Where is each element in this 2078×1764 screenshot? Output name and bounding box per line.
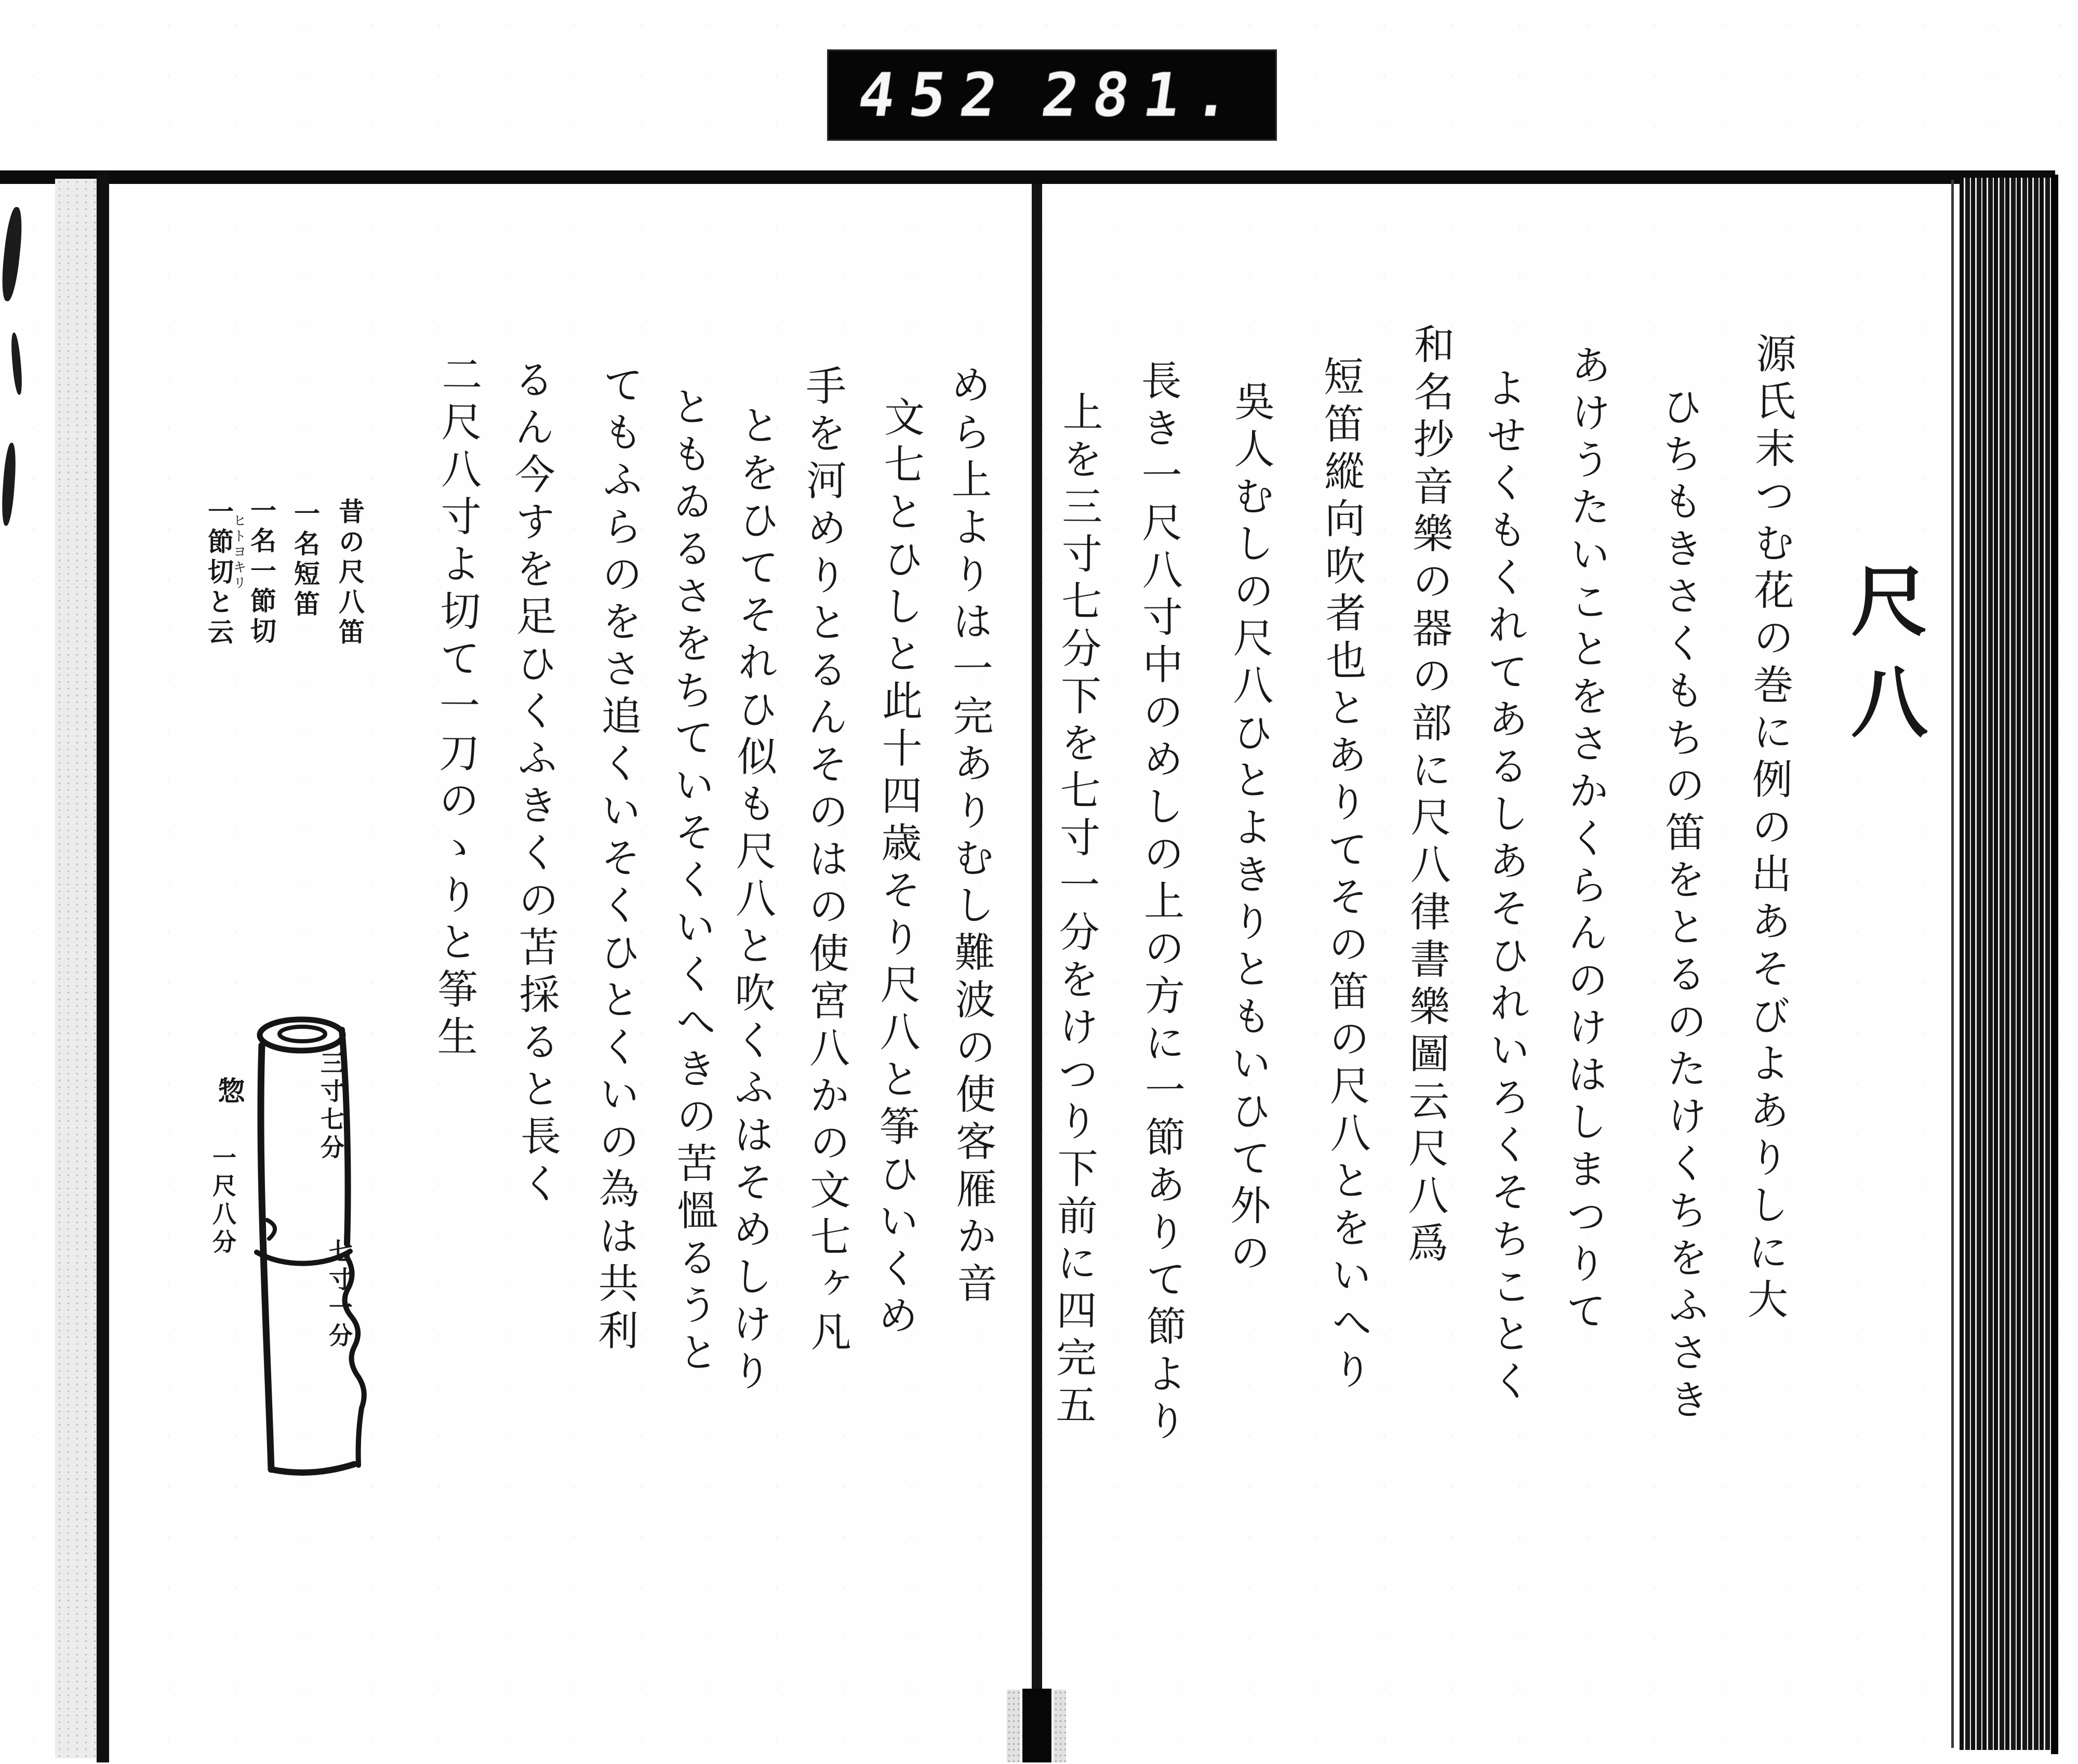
book-right-cover-edge: [2051, 175, 2058, 1754]
book-top-edge: [0, 170, 2055, 184]
section-title-shakuhachi: 尺八: [1839, 561, 1929, 763]
manuscript-column: めら上よりは一完ありむし難波の使客雁か音: [943, 363, 997, 1310]
scan-edge-smudge: [0, 442, 17, 526]
annotation-line: 一名一節切: [246, 497, 277, 647]
book-spine-bottom-tab: [1022, 1689, 1051, 1762]
page-counter: [829, 51, 1275, 139]
manuscript-column: てもふらのをさ追くいそくひとくいの為は共利: [591, 363, 644, 1357]
spine-speckle-right: [1054, 1690, 1066, 1762]
manuscript-column: 長き一尺八寸中のめしの上の方に一節ありて節より: [1134, 359, 1187, 1448]
flute-drawing: [223, 1013, 400, 1481]
book-left-cover-edge: [97, 171, 109, 1762]
annotation-line: 一名短笛: [290, 500, 321, 620]
manuscript-column: ひちもきさくもちの笛をとるのたけくちをふさき: [1655, 385, 1709, 1426]
annotation-furigana: ヒトヨキリ: [231, 513, 246, 591]
book-fore-edge-gap: [1951, 180, 1954, 1748]
flute-mouthpiece-outline: [260, 1019, 343, 1051]
spine-speckle-left: [1007, 1690, 1020, 1762]
manuscript-column: 上を三寸七分下を七寸一分をけつり下前に四完五: [1049, 390, 1103, 1431]
manuscript-column: 源氏末つむ花の巻に例の出あそびよありしに大: [1740, 332, 1796, 1326]
flute-measure-upper: 三寸七分: [317, 1051, 345, 1163]
annotation-line: 一節切と云: [204, 498, 234, 648]
counter-right-digits: 281.: [1037, 60, 1250, 130]
manuscript-column: ともゐるさをちていそくいくへきの苦慍るうと: [664, 385, 718, 1379]
manuscript-column: 二尺八寸よ切て一刀のゝりと筝生: [430, 353, 482, 1063]
flute-measure-lower: 七寸一分: [325, 1239, 353, 1351]
flute-node-bump: [267, 1220, 275, 1239]
manuscript-column: 手を河めりとるんそのはの使宮八かの文七ヶ凡: [798, 364, 851, 1358]
manuscript-column: るん今すを足ひくふきくの苫採ると長く: [507, 358, 562, 1210]
flute-measure-total-value: 一尺八分: [209, 1145, 237, 1257]
flute-measure-total-label: 惣: [213, 1077, 245, 1107]
book-fore-edge-pages: [1960, 178, 2052, 1750]
manuscript-column: よせくもくれてあるしあそひれいろくそちことく: [1479, 366, 1532, 1408]
book-left-page-stack: [55, 179, 97, 1758]
scan-edge-smudge: [10, 333, 23, 395]
flute-bottom-end: [271, 1464, 354, 1473]
annotation-line: 昔の尺八笛: [335, 498, 365, 648]
scan-edge-smudge: [0, 206, 24, 302]
manuscript-column: とをひてそれひ似も尺八と吹くふはそめしけり: [724, 404, 780, 1398]
manuscript-column: 和名抄音樂の器の部に尺八律書樂圖云尺八爲: [1401, 323, 1455, 1269]
manuscript-column: あけうたいことをさかくらんのけはしまつりて: [1558, 343, 1611, 1337]
flute-mouthpiece-bore: [279, 1027, 325, 1041]
manuscript-column: 文七とひしと此十四歳そり尺八と筝ひいくめ: [871, 395, 925, 1342]
manuscript-column: 短笛縱向吹者也とありてその笛の尺八とをいへり: [1316, 355, 1373, 1396]
manuscript-column: 吳人むしの尺八ひとよきりともいひて外の: [1223, 380, 1275, 1279]
book-center-spine: [1032, 184, 1042, 1691]
counter-left-digits: 452: [854, 60, 1017, 130]
